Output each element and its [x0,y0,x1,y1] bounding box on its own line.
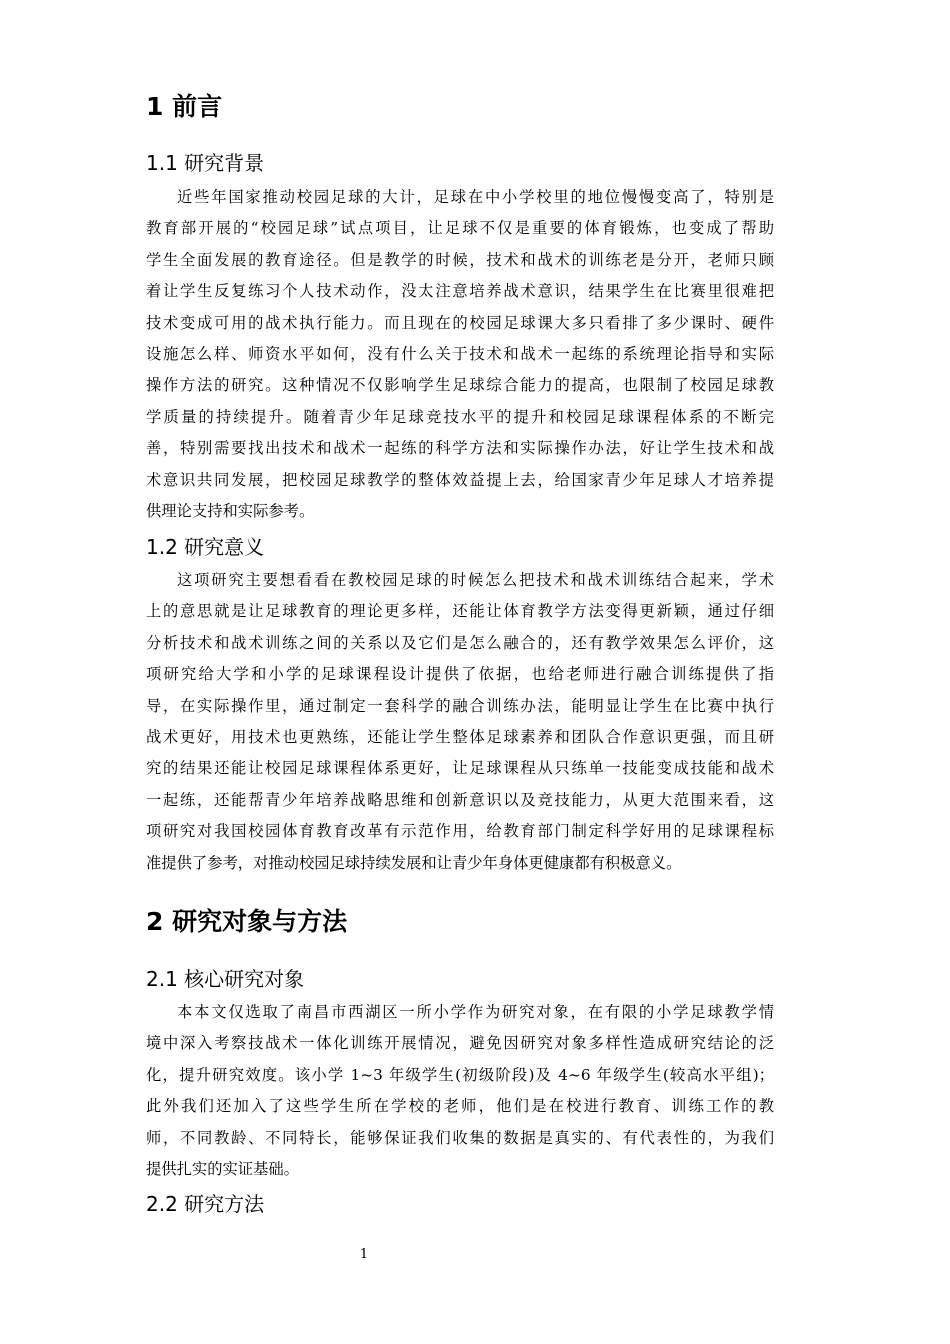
paragraph-line: 上的意思就是让足球教育的理论更多样，还能让体育教学方法变得更新颖，通过仔细 [146,602,774,621]
paragraph-line: 究的结果还能让校园足球课程体系更好，让足球课程从只练单一技能变成技能和战术 [146,759,774,778]
paragraph-line: 善，特别需要找出技术和战术一起练的科学方法和实际操作办法，好让学生技术和战 [146,439,774,458]
paragraph-line: 师，不同教龄、不同特长，能够保证我们收集的数据是真实的、有代表性的，为我们 [146,1128,774,1147]
paragraph-line: 操作方法的研究。这种情况不仅影响学生足球综合能力的提高，也限制了校园足球教 [146,376,774,395]
paragraph-line: 项研究对我国校园体育教育改革有示范作用，给教育部门制定科学好用的足球课程标 [146,822,774,841]
section-heading-1: 1 前言 [146,92,223,121]
page-number: 1 [359,1247,369,1262]
subsection-heading-2-2: 2.2 研究方法 [146,1192,265,1216]
subsection-heading-1-1: 1.1 研究背景 [146,151,265,175]
paragraph-research-significance [146,565,774,879]
paragraph-line: 本本文仅选取了南昌市西湖区一所小学作为研究对象，在有限的小学足球教学情 [177,1003,774,1021]
section-heading-2: 2 研究对象与方法 [146,907,348,936]
paragraph-line: 术意识共同发展，把校园足球教学的整体效益提上去，给国家青少年足球人才培养提 [146,470,774,489]
paragraph-line: 教育部开展的“校园足球”试点项目，让足球不仅是重要的体育锻炼，也变成了帮助 [146,219,774,238]
paragraph-line: 着让学生反复练习个人技术动作，没太注意培养战术意识，结果学生在比赛里很难把 [146,282,774,301]
paragraph-line: 技术变成可用的战术执行能力。而且现在的校园足球课大多只看排了多少课时、硬件 [146,313,774,332]
paragraph-line: 设施怎么样、师资水平如何，没有什么关于技术和战术一起练的系统理论指导和实际 [146,344,774,363]
subsection-heading-2-1: 2.1 核心研究对象 [146,967,305,991]
paragraph-line: 化，提升研究效度。该小学 1~3 年级学生(初级阶段)及 4~6 年级学生(较高水平组)； [146,1065,774,1084]
paragraph-line: 学质量的持续提升。随着青少年足球竞技水平的提升和校园足球课程体系的不断完 [146,407,774,426]
paragraph-line: 导，在实际操作里，通过制定一套科学的融合训练办法，能明显让学生在比赛中执行 [146,696,774,715]
subsection-heading-1-2: 1.2 研究意义 [146,535,265,559]
paragraph-line: 这项研究主要想看看在教校园足球的时候怎么把技术和战术训练结合起来，学术 [177,571,774,589]
paragraph-line: 供理论支持和实际参考。 [146,501,315,520]
paragraph-line: 项研究给大学和小学的足球课程设计提供了依据，也给老师进行融合训练提供了指 [146,665,774,684]
paragraph-line: 境中深入考察技战术一体化训练开展情况，避免因研究对象多样性造成研究结论的泛 [146,1034,774,1053]
paragraph-line: 学生全面发展的教育途径。但是教学的时候，技术和战术的训练老是分开，老师只顾 [146,250,774,269]
paragraph-line: 提供扎实的实证基础。 [146,1159,299,1178]
paragraph-line: 一起练，还能帮青少年培养战略思维和创新意识以及竞技能力，从更大范围来看，这 [146,790,774,809]
paragraph-line: 准提供了参考，对推动校园足球持续发展和让青少年身体更健康都有积极意义。 [146,853,682,872]
paragraph-research-background [146,182,774,527]
paragraph-research-subjects [146,997,774,1185]
paragraph-line: 分析技术和战术训练之间的关系以及它们是怎么融合的，还有教学效果怎么评价，这 [146,633,774,652]
paragraph-line: 战术更好，用技术也更熟练，还能让学生整体足球素养和团队合作意识更强，而且研 [146,727,774,746]
paragraph-line: 近些年国家推动校园足球的大计，足球在中小学校里的地位慢慢变高了，特别是 [177,188,774,206]
paragraph-line: 此外我们还加入了这些学生所在学校的老师，他们是在校进行教育、训练工作的教 [146,1097,774,1116]
